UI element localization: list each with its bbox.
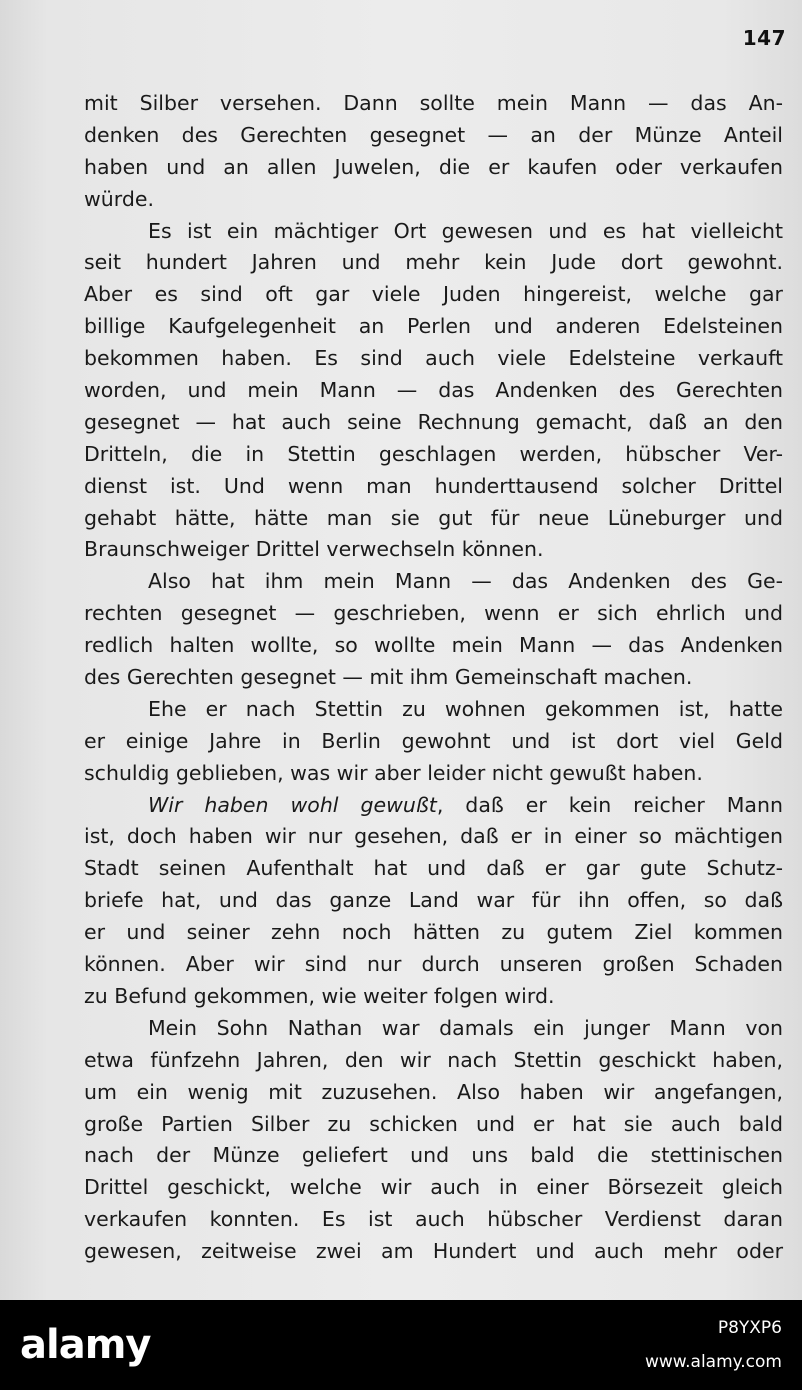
text-line: seit hundert Jahren und mehr kein Jude dort gewohnt.	[84, 250, 783, 275]
text-line: briefe hat, und das ganze Land war für ihn offen, so daß	[84, 888, 783, 913]
image-id: P8YXP6	[717, 1318, 782, 1338]
text-line: er einige Jahre in Berlin gewohnt und ist dort viel Geld	[84, 728, 783, 753]
text-line: rechten gesegnet — geschrieben, wenn er sich ehrlich und	[84, 601, 783, 626]
text-line: worden, und mein Mann — das Andenken des Gerechten	[84, 378, 783, 403]
alamy-logo: alamy	[20, 1322, 151, 1368]
page-number: 147	[742, 26, 786, 50]
text-line: nach der Münze geliefert und uns bald die stettinischen	[84, 1143, 783, 1168]
text-line: des Gerechten gesegnet — mit ihm Gemeinschaft machen.	[84, 665, 693, 690]
text-line: Es ist ein mächtiger Ort gewesen und es hat vielleicht	[148, 218, 783, 243]
site-url: www.alamy.com	[644, 1352, 782, 1372]
text-line: etwa fünfzehn Jahren, den wir nach Stettin geschickt haben,	[84, 1047, 783, 1072]
text-line: verkaufen konnten. Es ist auch hübscher Verdienst daran	[84, 1207, 783, 1232]
text-line: Braunschweiger Drittel verwechseln können.	[84, 537, 544, 562]
text-line: würde.	[84, 186, 154, 211]
text-line: Also hat ihm mein Mann — das Andenken des Ge-	[148, 569, 783, 594]
text-line: Ehe er nach Stettin zu wohnen gekommen ist, hatte	[148, 696, 783, 721]
text-line: können. Aber wir sind nur durch unseren großen Schaden	[84, 952, 783, 977]
text-line: Drittel geschickt, welche wir auch in einer Börsezeit gleich	[84, 1175, 783, 1200]
text-line: Wir haben wohl gewußt, daß er kein reicher Mann	[148, 792, 783, 817]
text-line: gewesen, zeitweise zwei am Hundert und auch mehr oder	[84, 1239, 783, 1264]
text-line: gehabt hätte, hätte man sie gut für neue Lüneburger und	[84, 505, 783, 530]
watermark-footer	[0, 1300, 802, 1390]
text-line: billige Kaufgelegenheit an Perlen und anderen Edelsteinen	[84, 314, 783, 339]
text-line: denken des Gerechten gesegnet — an der Münze Anteil	[84, 122, 783, 147]
text-line: Mein Sohn Nathan war damals ein junger Mann von	[148, 1015, 783, 1040]
text-line: haben und an allen Juwelen, die er kaufen oder verkaufen	[84, 154, 783, 179]
text-line: er und seiner zehn noch hätten zu gutem Ziel kommen	[84, 920, 783, 945]
text-line: schuldig geblieben, was wir aber leider nicht gewußt haben.	[84, 760, 703, 785]
text-line: redlich halten wollte, so wollte mein Mann — das Andenken	[84, 633, 783, 658]
text-line: um ein wenig mit zuzusehen. Also haben wir angefangen,	[84, 1079, 783, 1104]
text-line: dienst ist. Und wenn man hunderttausend solcher Drittel	[84, 473, 783, 498]
text-line: große Partien Silber zu schicken und er hat sie auch bald	[84, 1111, 783, 1136]
text-line: Aber es sind oft gar viele Juden hingereist, welche gar	[84, 282, 783, 307]
text-line: Stadt seinen Aufenthalt hat und daß er gar gute Schutz-	[84, 856, 783, 881]
text-line: gesegnet — hat auch seine Rechnung gemacht, daß an den	[84, 409, 783, 434]
text-line: bekommen haben. Es sind auch viele Edelsteine verkauft	[84, 346, 783, 371]
emphasized-text: Wir haben wohl gewußt	[148, 792, 437, 817]
text-line: mit Silber versehen. Dann sollte mein Mann — das An-	[84, 91, 783, 115]
text-line: zu Befund gekommen, wie weiter folgen wird.	[84, 983, 555, 1008]
text-line: Dritteln, die in Stettin geschlagen werden, hübscher Ver-	[84, 441, 783, 466]
body-text	[84, 88, 783, 1268]
text-line: ist, doch haben wir nur gesehen, daß er in einer so mächtigen	[84, 824, 783, 849]
